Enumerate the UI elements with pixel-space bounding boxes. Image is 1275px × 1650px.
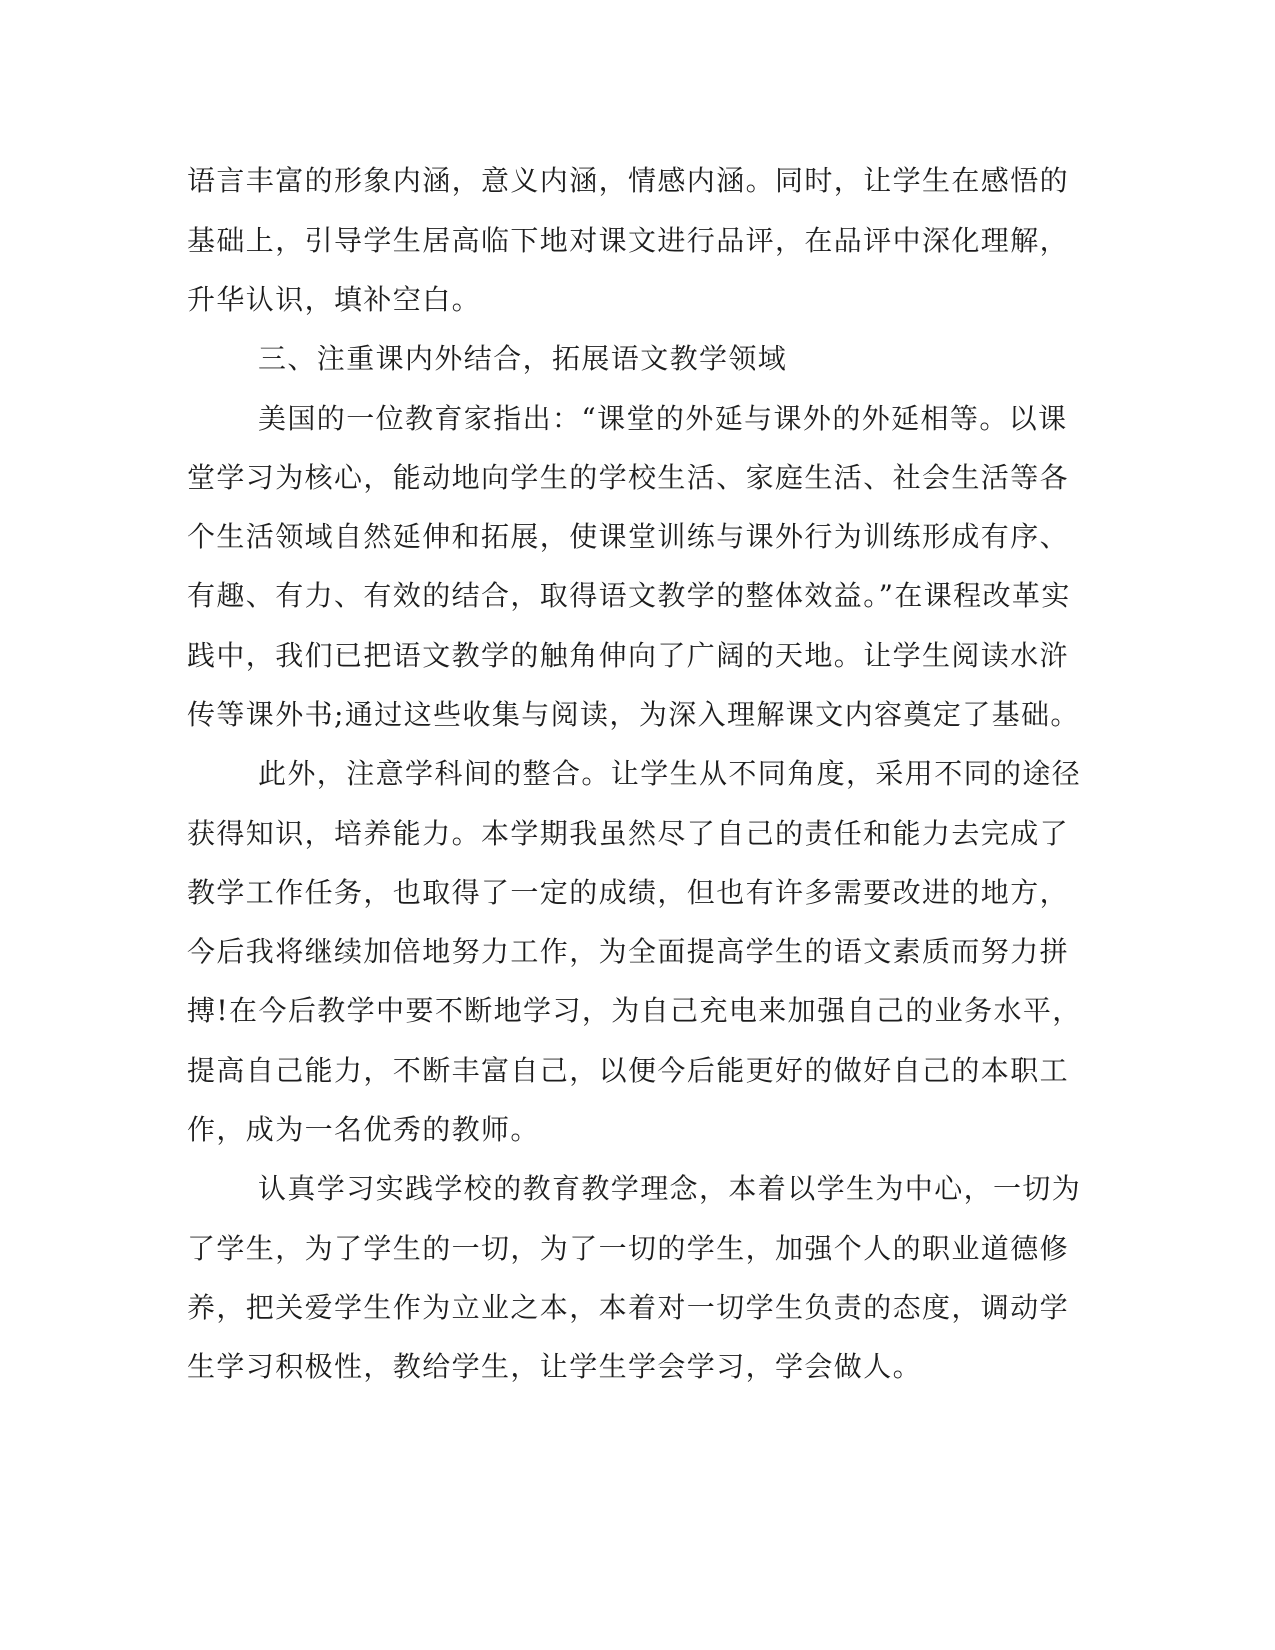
text-line: 个生活领域自然延伸和拓展，使课堂训练与课外行为训练形成有序、 <box>187 520 1070 553</box>
section-heading: 三、注重课内外结合，拓展语文教学领域 <box>258 342 788 375</box>
text-line: 堂学习为核心，能动地向学生的学校生活、家庭生活、社会生活等各 <box>187 461 1070 494</box>
text-line: 今后我将继续加倍地努力工作，为全面提高学生的语文素质而努力拼 <box>187 935 1070 968</box>
text-line: 有趣、有力、有效的结合，取得语文教学的整体效益。”在课程改革实 <box>187 579 1071 612</box>
text-line: 作，成为一名优秀的教师。 <box>187 1113 540 1146</box>
text-line: 提高自己能力，不断丰富自己，以便今后能更好的做好自己的本职工 <box>187 1054 1070 1087</box>
text-line: 生学习积极性，教给学生，让学生学会学习，学会做人。 <box>187 1350 923 1383</box>
text-line: 认真学习实践学校的教育教学理念，本着以学生为中心，一切为 <box>258 1172 1082 1205</box>
text-line: 基础上，引导学生居高临下地对课文进行品评，在品评中深化理解， <box>187 224 1070 257</box>
text-line: 获得知识，培养能力。本学期我虽然尽了自己的责任和能力去完成了 <box>187 817 1070 850</box>
text-line: 了学生，为了学生的一切，为了一切的学生，加强个人的职业道德修 <box>187 1232 1070 1265</box>
text-line: 搏!在今后教学中要不断地学习，为自己充电来加强自己的业务水平， <box>187 994 1082 1027</box>
text-line: 语言丰富的形象内涵，意义内涵，情感内涵。同时，让学生在感悟的 <box>187 164 1070 197</box>
text-line: 升华认识，填补空白。 <box>187 283 482 316</box>
text-line: 践中，我们已把语文教学的触角伸向了广阔的天地。让学生阅读水浒 <box>187 639 1070 672</box>
text-line: 教学工作任务，也取得了一定的成绩，但也有许多需要改进的地方， <box>187 876 1070 909</box>
text-line: 养，把关爱学生作为立业之本，本着对一切学生负责的态度，调动学 <box>187 1291 1070 1324</box>
text-line: 美国的一位教育家指出：“课堂的外延与课外的外延相等。以课 <box>258 402 1068 435</box>
text-line: 传等课外书;通过这些收集与阅读，为深入理解课文内容奠定了基础。 <box>187 698 1080 731</box>
text-line: 此外，注意学科间的整合。让学生从不同角度，采用不同的途径 <box>258 757 1082 790</box>
